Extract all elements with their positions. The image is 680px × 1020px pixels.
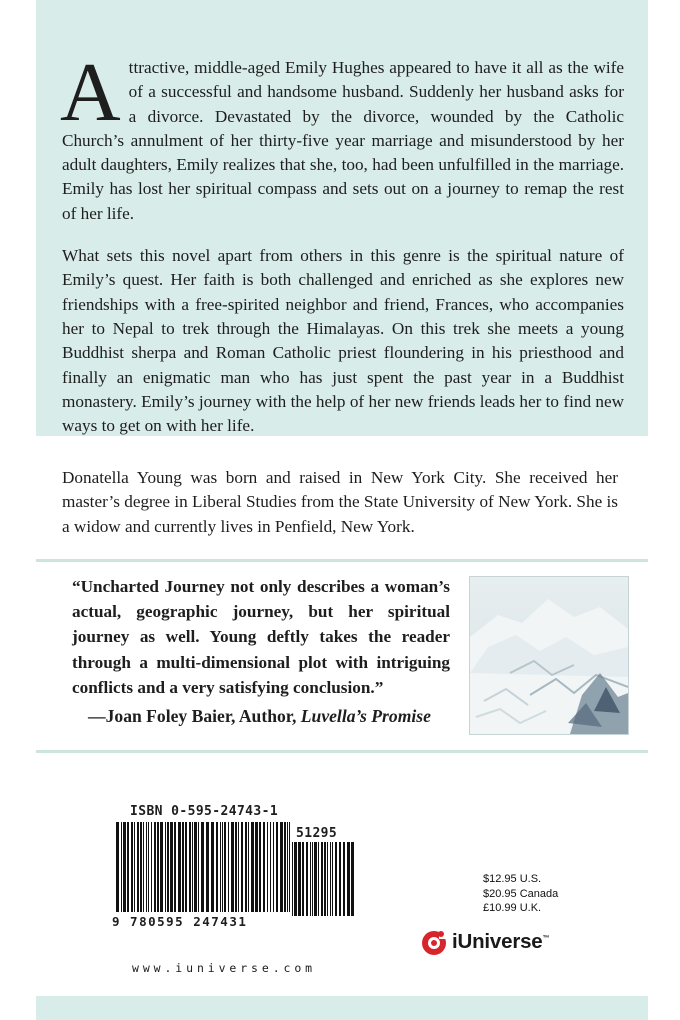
iuniverse-swirl-icon [419,927,449,957]
endorsement-quote: “Uncharted Journey not only describes a woman’s actual, geographic journey, but her spiritual journey as well. Young deftly takes the reader through a multi-dimensional plot with intriguing conflicts and a very satisfying conclusion.” [72,577,450,697]
mountain-painting-image [470,577,628,734]
ean-barcode-bars [116,822,294,912]
isbn-label: ISBN 0-595-24743-1 [130,804,279,819]
endorsement-attribution [88,706,448,727]
addon-barcode-bars [292,842,356,916]
publisher-name-text: iUniverse [452,930,543,953]
publisher-website: www.iuniverse.com [132,961,317,975]
attribution-author: —Joan Foley Baier, Author, [88,706,301,726]
drop-cap: A [60,46,121,139]
attribution-book-title: Luvella’s Promise [300,706,431,726]
price-uk: £10.99 U.K. [483,902,542,914]
ean-digits: 9 780595 247431 [112,914,248,929]
divider-bottom [36,750,648,753]
synopsis-paragraph-2: What sets this novel apart from others in this genre is the spiritual nature of Emily’s quest. Her faith is both challenged and enriched as she explores new friendships with a free-spirited neighbor and friend, Frances, who accompanies her to Nepal to trek through the Himalayas. On this trek she meets a young Buddhist sherpa and Roman Catholic priest floundering in his priesthood and finally an enigmatic man who has just spent the past year in a Buddhist monastery. Emily’s journey with the help of her new friends leads her to find new ways to get on with her life. [62,246,624,436]
divider-top [36,559,648,562]
publisher-name [452,930,549,954]
right-margin [644,0,680,1020]
price-list [483,872,558,916]
synopsis-text [60,46,624,456]
left-margin [0,0,36,1020]
synopsis-panel [36,0,648,436]
synopsis-paragraph-1 [60,46,624,226]
price-canada: $20.95 Canada [483,887,559,900]
iuniverse-logo [419,926,549,958]
trademark-symbol: ™ [542,935,550,943]
synopsis-paragraph-1-text: ttractive, middle-aged Emily Hughes appeared to have it all as the wife of a successful and handsome husband. Suddenly her husband asks for a divorce. Devastated by the divorce, wounded by the Catholic Church’s annulment of her thirty-five year marriage and misunderstood by her adult daughters, Emily realizes that she, too, had been unfulfilled in the marriage. Emily has lost her spiritual compass and sets out on a journey to remap the rest of her life. [62,58,624,223]
author-bio: Donatella Young was born and raised in New York City. She received her master’s degree in Liberal Studies from the State University of New York. She is a widow and currently lives in Penfield, New York. [62,468,618,536]
bottom-band [36,996,648,1020]
mountain-painting [469,576,629,735]
price-code: 51295 [296,826,338,841]
price-us: $12.95 U.S. [483,873,542,885]
